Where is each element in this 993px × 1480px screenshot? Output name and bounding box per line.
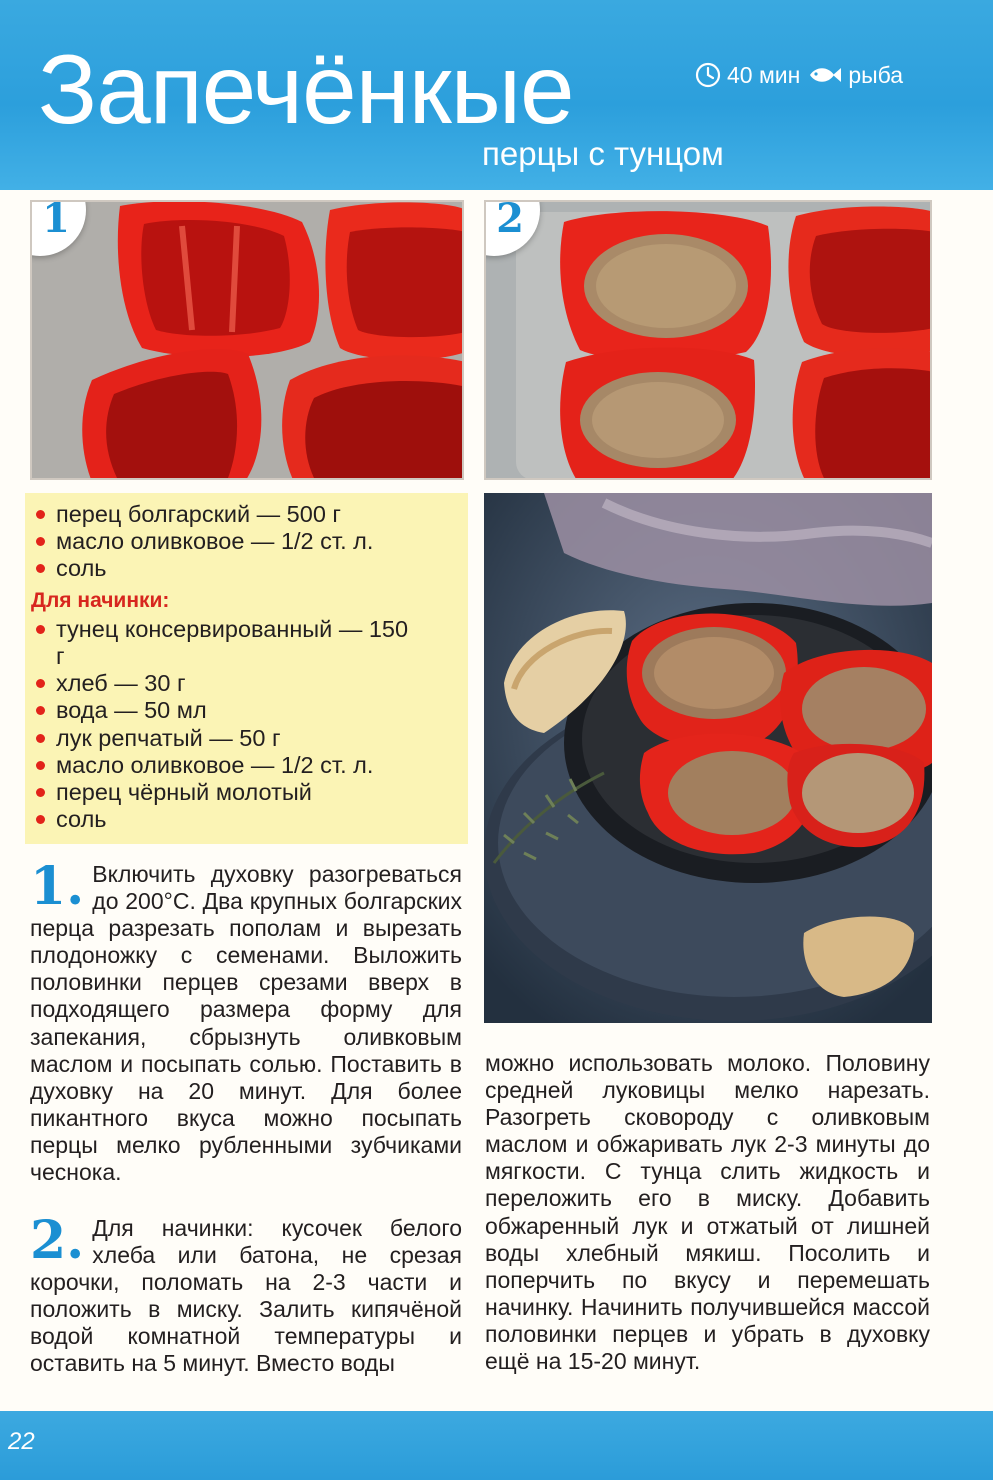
recipe-category: рыба [848, 61, 904, 88]
step-2-number: 2. [30, 1210, 85, 1271]
step-2-continuation [485, 1050, 930, 1375]
ingredient-item: перец болгарский — 500 г [31, 501, 468, 528]
ingredient-item: масло оливковое — 1/2 ст. л. [31, 752, 411, 779]
ingredient-item: лук репчатый — 50 г [31, 725, 411, 752]
step-2 [30, 1210, 462, 1378]
step1-badge: 1 [30, 200, 86, 256]
step2-photo [484, 200, 932, 480]
finished-dish-photo [484, 493, 932, 1023]
step-1 [30, 856, 462, 1186]
step1-photo [30, 200, 464, 480]
ingredient-item: хлеб — 30 г [31, 670, 411, 697]
page-number: 22 [8, 1428, 35, 1455]
step-1-text: Включить духовку разогреваться до 200°С. Два крупных болгарских перца разрезать пополам и вырезать плодоножку с семенами. Выложить половинки перцев срезами вверх в подходящего размера форму для запекания, сбрызнуть оливковым маслом и посыпать солью. Поставить в духовку на 20 минут. Для более пикантного вкуса можно посыпать перцы мелко рубленными зубчиками чеснока. [30, 861, 462, 1186]
step-1-number: 1. [30, 856, 85, 917]
ingredient-item: соль [31, 555, 468, 582]
step2-badge: 2 [484, 200, 540, 256]
recipe-title: Запечёнкые [38, 34, 574, 144]
step-2-text: Для начинки: кусочек белого хлеба или батона, не срезая корочки, поломать на 2-3 части и положить в миску. Залить кипячёной водой комнатной температуры и оставить на 5 минут. Вместо воды [30, 1215, 462, 1377]
main-ingredients-list [31, 501, 468, 583]
recipe-subtitle: перцы с тунцом [482, 135, 724, 172]
footer-bar [0, 1411, 993, 1480]
ingredient-item: соль [31, 806, 411, 833]
filling-ingredients-list [31, 616, 411, 834]
clock-icon [695, 62, 721, 88]
ingredient-item: вода — 50 мл [31, 697, 411, 724]
ingredient-item: тунец консервированный — 150 г [31, 616, 411, 670]
ingredient-item: перец чёрный молотый [31, 779, 411, 806]
filling-heading: Для начинки: [31, 588, 170, 612]
ingredients-box [25, 493, 468, 844]
fish-icon [808, 65, 842, 85]
cook-time: 40 мин [727, 61, 801, 88]
step-2-continuation-text: можно использовать молоко. Половину средней луковицы мелко нарезать. Разогреть сковороду с оливковым маслом и обжаривать лук 2-3 минуты до мягкости. С тунца слить жидкость и переложить его в миску. Добавить обжаренный лук и отжатый от лишней воды хлебный мякиш. Посолить и поперчить по вкусу и перемешать начинку. Начинить получившейся массой половинки перцев и убрать в духовку ещё на 15-20 минут. [485, 1050, 930, 1375]
ingredient-item: масло оливковое — 1/2 ст. л. [31, 528, 468, 555]
recipe-meta [695, 60, 911, 90]
